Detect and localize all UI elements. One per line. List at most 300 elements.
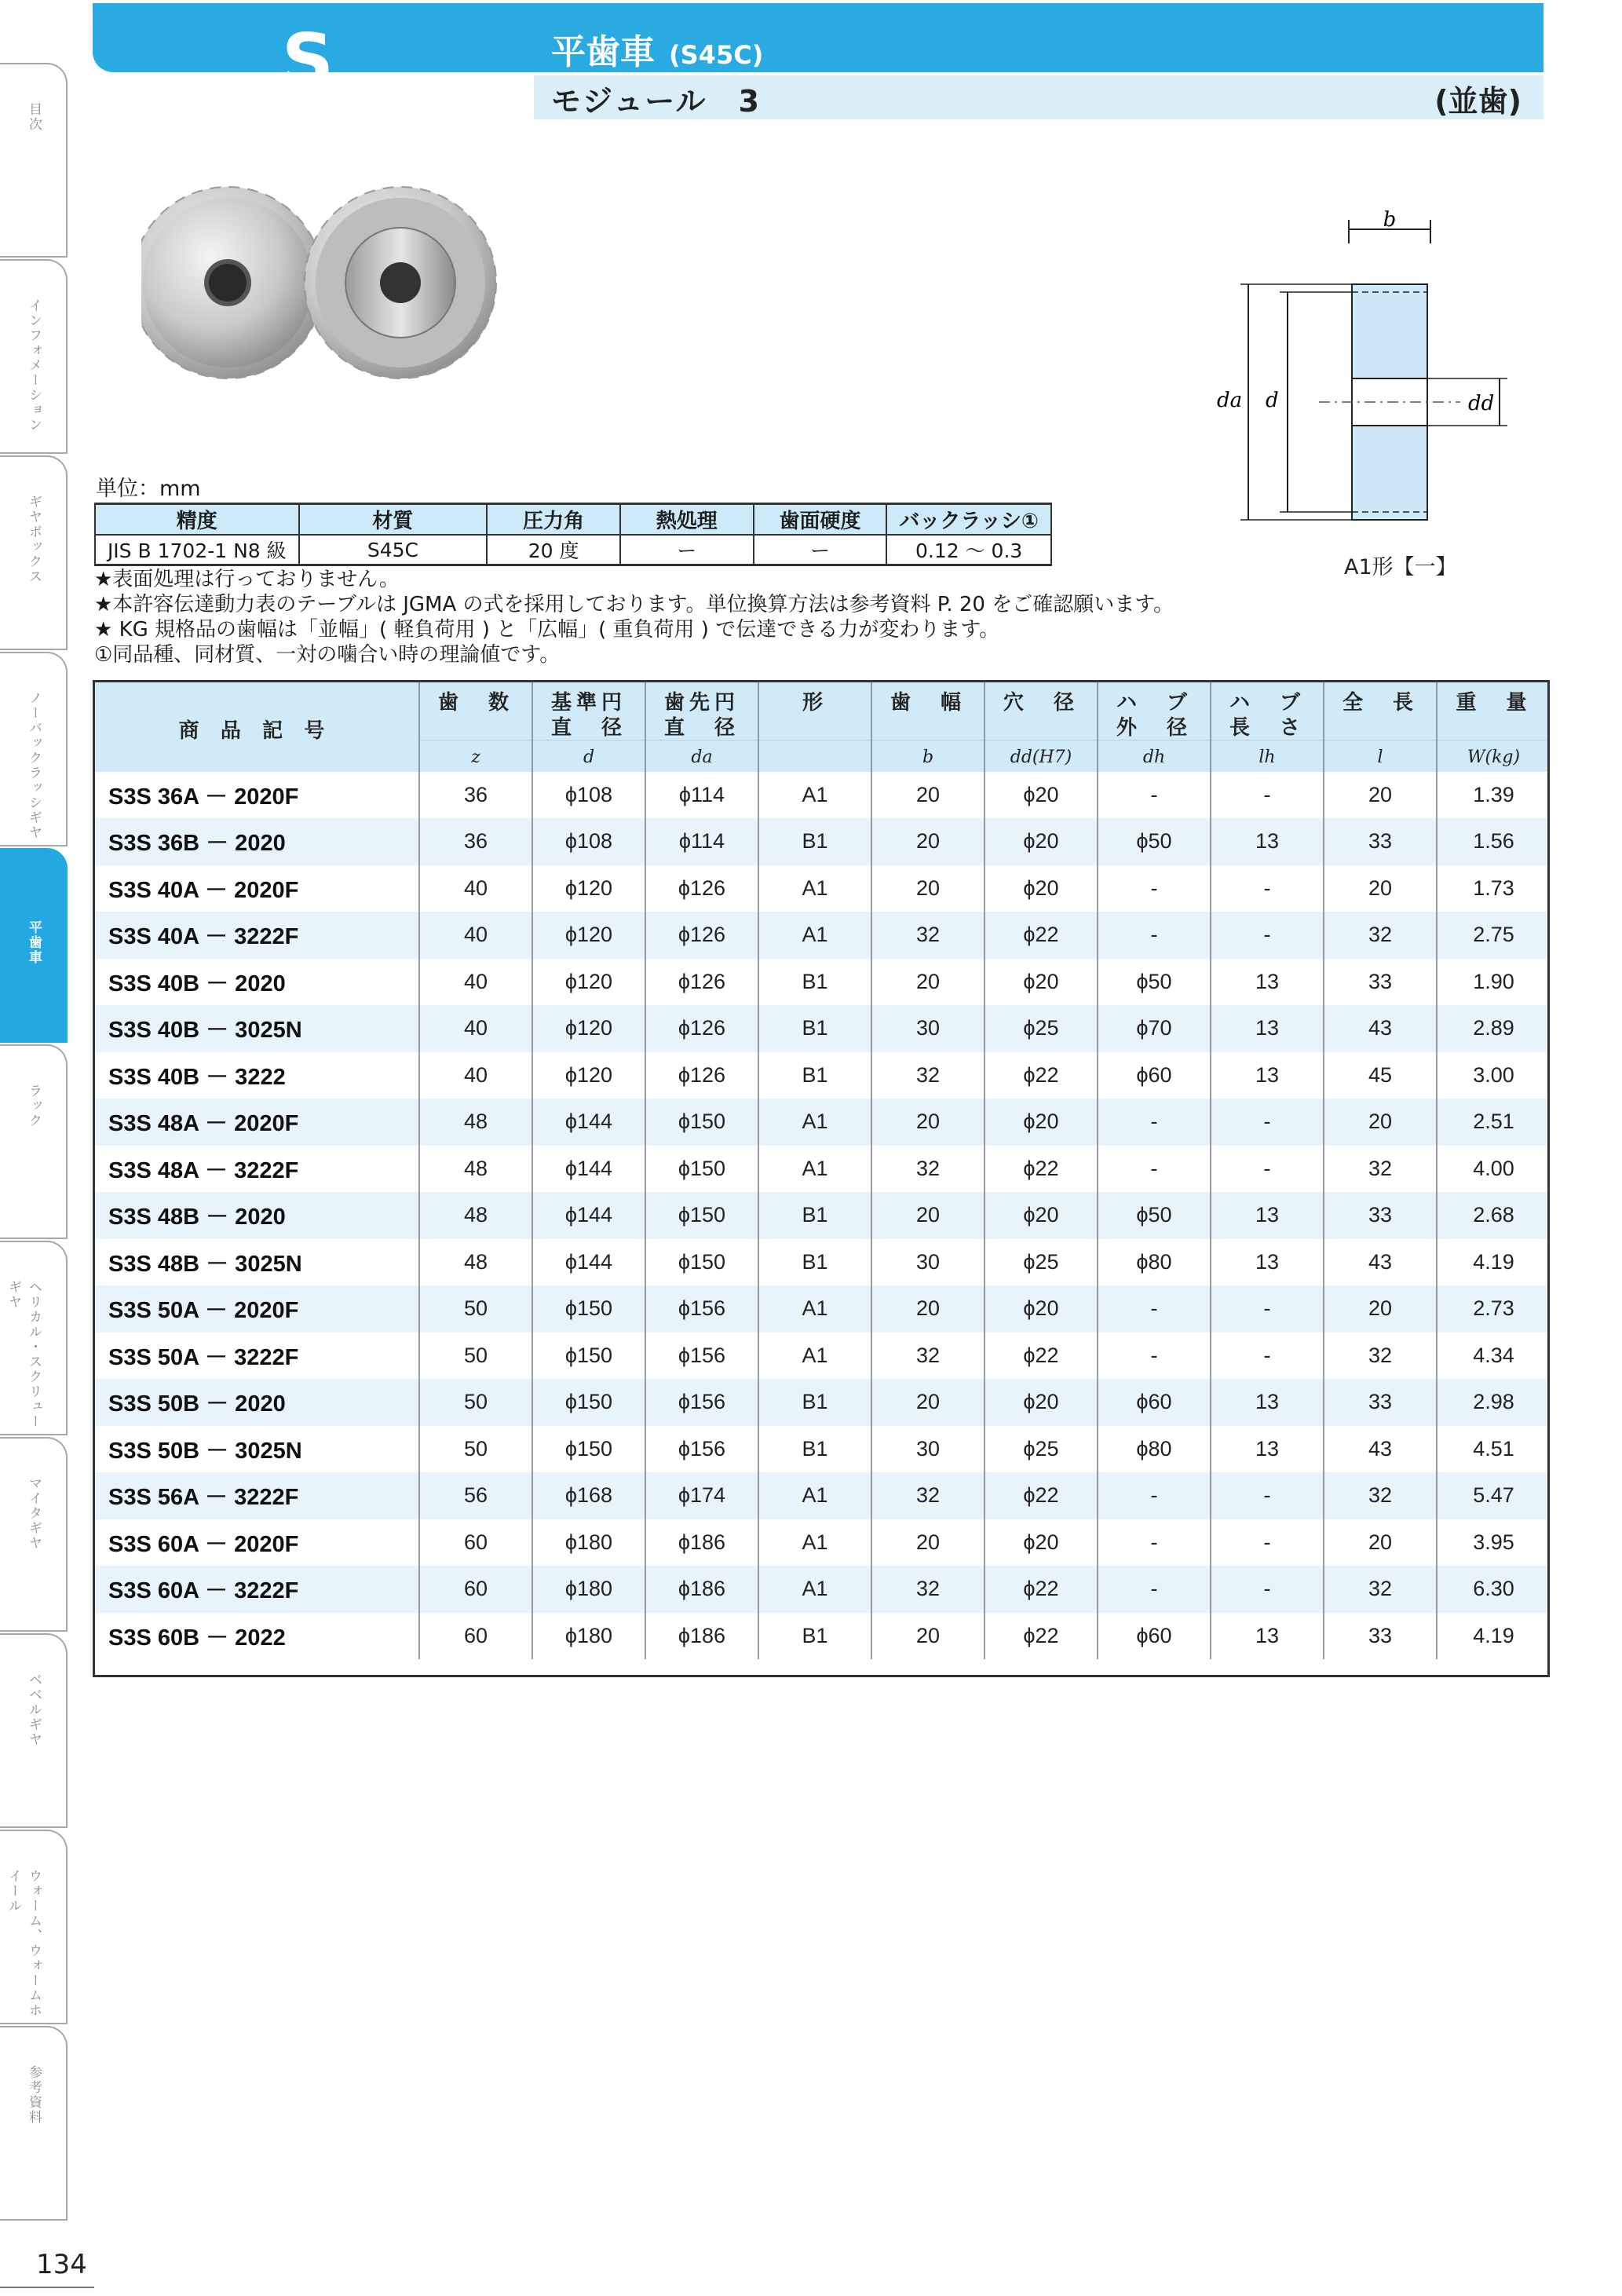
product-code: S3S 40B － 2020 (108, 971, 286, 996)
label-da: da (1217, 389, 1243, 412)
table-cell: ϕ60 (1098, 1052, 1211, 1099)
table-cell: 32 (871, 1566, 985, 1613)
column-symbol: lh (1211, 740, 1324, 772)
product-code: S3S 60A － 3222F (93, 1566, 419, 1613)
column-header (1437, 680, 1550, 740)
notes (94, 567, 1174, 667)
table-cell: A1 (758, 1146, 871, 1193)
table-cell: 40 (419, 912, 532, 959)
table-cell: B1 (758, 1379, 871, 1426)
table-cell: - (1211, 912, 1324, 959)
side-tab-label: 平歯車 (26, 920, 42, 965)
table-cell: ϕ150 (532, 1285, 645, 1333)
table-cell: ϕ156 (645, 1285, 758, 1333)
spec-table (94, 503, 1052, 566)
table-cell: 20 (871, 818, 985, 865)
table-cell: ϕ108 (532, 772, 645, 819)
table-cell: 1.39 (1437, 772, 1550, 819)
table-cell: ϕ180 (532, 1613, 645, 1660)
table-cell: 3.95 (1437, 1519, 1550, 1567)
table-row (93, 1613, 1550, 1660)
table-row (93, 1566, 1550, 1613)
table-cell: ϕ144 (532, 1239, 645, 1286)
table-cell: ϕ25 (985, 1426, 1098, 1473)
table-cell: A1 (758, 1566, 871, 1613)
table-cell: ϕ108 (532, 818, 645, 865)
table-cell: ϕ60 (1098, 1613, 1211, 1660)
table-cell: - (1211, 1566, 1324, 1613)
table-cell: ϕ22 (985, 1146, 1098, 1193)
column-header-line: ハ ブ (1116, 690, 1192, 714)
table-cell: B1 (758, 1005, 871, 1052)
table-cell: A1 (758, 912, 871, 959)
table-cell: 36 (419, 772, 532, 819)
table-cell: 32 (871, 912, 985, 959)
product-code: S3S 50B － 3025N (108, 1438, 302, 1464)
table-cell: B1 (758, 1192, 871, 1239)
product-code: S3S 50A － 2020F (93, 1285, 419, 1333)
product-code: S3S 40B － 3222 (108, 1064, 286, 1090)
table-cell: 56 (419, 1472, 532, 1519)
table-cell: ϕ156 (645, 1333, 758, 1380)
diagram-caption: A1形【一】 (1344, 555, 1457, 579)
column-header (758, 680, 871, 740)
table-cell: ϕ150 (645, 1192, 758, 1239)
table-cell: 32 (1324, 1472, 1437, 1519)
table-cell: ϕ20 (985, 818, 1098, 865)
spec-value: S45C (299, 535, 488, 565)
side-tab[interactable] (0, 1437, 68, 1632)
table-cell: 20 (1324, 1285, 1437, 1333)
table-cell: ϕ50 (1098, 818, 1211, 865)
table-cell: ϕ25 (985, 1239, 1098, 1286)
table-row (93, 1005, 1550, 1052)
side-tab-label: ウォーム、ウォームホイール (5, 1869, 42, 2018)
side-tab-label: ヘリカル・スクリューギヤ (5, 1280, 42, 1429)
table-cell: ϕ126 (645, 1052, 758, 1099)
table-cell: ϕ120 (532, 1005, 645, 1052)
table-cell: ϕ150 (532, 1379, 645, 1426)
table-cell: ϕ144 (532, 1192, 645, 1239)
table-cell: 20 (1324, 1099, 1437, 1146)
side-tab-label: ギヤボックス (26, 495, 42, 584)
table-cell: - (1211, 1285, 1324, 1333)
product-code: S3S 40A － 3222F (93, 912, 419, 959)
side-tab[interactable] (0, 1633, 68, 1828)
table-cell: - (1098, 1472, 1211, 1519)
column-header (93, 680, 419, 772)
table-row (93, 1333, 1550, 1380)
table-cell: 30 (871, 1239, 985, 1286)
table-cell: ϕ120 (532, 912, 645, 959)
table-cell: 20 (871, 1519, 985, 1567)
table-cell: - (1098, 1146, 1211, 1193)
table-cell: A1 (758, 772, 871, 819)
table-cell: - (1211, 865, 1324, 912)
table-cell: 40 (419, 1052, 532, 1099)
table-row (93, 1519, 1550, 1567)
table-cell: 32 (1324, 1333, 1437, 1380)
spec-header-row (95, 504, 1051, 536)
side-tab[interactable] (0, 652, 68, 846)
page-title (551, 24, 763, 74)
table-cell: ϕ144 (532, 1146, 645, 1193)
table-cell: 43 (1324, 1426, 1437, 1473)
table-cell: - (1098, 1519, 1211, 1567)
table-cell: B1 (758, 1426, 871, 1473)
table-cell: - (1211, 1099, 1324, 1146)
table-cell: - (1098, 1333, 1211, 1380)
table-cell: 33 (1324, 1192, 1437, 1239)
table-cell: - (1098, 772, 1211, 819)
table-cell: 33 (1324, 959, 1437, 1006)
column-header-line: 重 量 (1456, 690, 1532, 714)
table-row (93, 818, 1550, 865)
table-cell: - (1211, 772, 1324, 819)
gear-photo-b1 (305, 187, 496, 378)
column-symbol: d (532, 740, 645, 772)
table-cell: ϕ22 (985, 1052, 1098, 1099)
table-cell: 2.75 (1437, 912, 1550, 959)
column-header (645, 680, 758, 740)
column-header-line: 基準円 (550, 690, 627, 714)
table-cell: 60 (419, 1519, 532, 1567)
spec-value: ー (620, 535, 754, 565)
table-cell: ϕ20 (985, 1285, 1098, 1333)
table-cell: 2.89 (1437, 1005, 1550, 1052)
product-code: S3S 48B － 2020 (93, 1192, 419, 1239)
table-cell: ϕ20 (985, 1379, 1098, 1426)
table-cell: A1 (758, 1472, 871, 1519)
table-cell: 20 (1324, 865, 1437, 912)
table-cell: 5.47 (1437, 1472, 1550, 1519)
column-header-line: 歯 幅 (890, 690, 966, 714)
table-cell: ϕ144 (532, 1099, 645, 1146)
gear-photo-a1 (141, 187, 323, 378)
table-cell: 1.56 (1437, 818, 1550, 865)
table-cell: ϕ126 (645, 865, 758, 912)
table-cell: - (1211, 1472, 1324, 1519)
table-cell: 32 (1324, 1566, 1437, 1613)
column-header (532, 680, 645, 740)
table-cell: ϕ22 (985, 912, 1098, 959)
table-cell: 13 (1211, 1005, 1324, 1052)
column-symbol: W(kg) (1437, 740, 1550, 772)
product-table (93, 680, 1550, 1659)
column-header (1324, 680, 1437, 740)
side-tab-label: インフォメーション (26, 298, 42, 433)
spec-value-row (95, 535, 1051, 565)
table-row (93, 1192, 1550, 1239)
table-cell: 40 (419, 1005, 532, 1052)
table-cell: ϕ168 (532, 1472, 645, 1519)
table-cell: - (1098, 1099, 1211, 1146)
label-b: b (1383, 208, 1397, 232)
table-cell: ϕ22 (985, 1472, 1098, 1519)
note-line: ★本許容伝達動力表のテーブルは JGMA の式を採用しております。単位換算方法は参考資料 P. 20 をご確認願います。 (94, 593, 1174, 616)
table-cell: 13 (1211, 1426, 1324, 1473)
table-cell: ϕ22 (985, 1333, 1098, 1380)
subtitle: モジュール 3 (551, 84, 761, 119)
table-cell: 50 (419, 1333, 532, 1380)
spec-header: 歯面硬度 (754, 504, 887, 536)
side-tab-label: 参考資料 (26, 2065, 42, 2125)
product-code: S3S 48B － 3025N (108, 1251, 302, 1277)
table-cell: ϕ114 (645, 818, 758, 865)
side-tab[interactable] (0, 259, 68, 454)
column-header-line: 穴 径 (1003, 690, 1079, 714)
table-cell: 50 (419, 1426, 532, 1473)
side-tab[interactable] (0, 1830, 68, 2024)
spec-value: JIS B 1702-1 N8 級 (95, 535, 299, 565)
spec-header: 材質 (299, 504, 488, 536)
side-tab-label: ラック (26, 1084, 42, 1128)
table-cell: 48 (419, 1099, 532, 1146)
gear-dimension-diagram (1178, 204, 1523, 573)
column-header-line: ハ ブ (1229, 690, 1305, 714)
table-cell: 20 (871, 1099, 985, 1146)
table-cell: - (1211, 1146, 1324, 1193)
table-cell: ϕ150 (645, 1099, 758, 1146)
table-cell: ϕ126 (645, 959, 758, 1006)
table-cell: ϕ150 (645, 1146, 758, 1193)
table-cell: A1 (758, 1285, 871, 1333)
side-tab[interactable] (0, 2026, 68, 2221)
table-cell: 13 (1211, 1379, 1324, 1426)
product-code: S3S 40A － 2020F (108, 877, 299, 903)
table-cell: 20 (1324, 1519, 1437, 1567)
gear-photos (141, 165, 502, 400)
table-cell: ϕ180 (532, 1566, 645, 1613)
table-cell: 32 (871, 1146, 985, 1193)
table-cell: A1 (758, 1099, 871, 1146)
product-code: S3S 56A － 3222F (93, 1472, 419, 1519)
column-symbol (758, 740, 871, 772)
table-cell: 20 (871, 1285, 985, 1333)
table-cell: 43 (1324, 1239, 1437, 1286)
spec-header: バックラッシ① (886, 504, 1051, 536)
table-cell: B1 (758, 1239, 871, 1286)
table-cell: ϕ174 (645, 1472, 758, 1519)
column-symbol: da (645, 740, 758, 772)
table-row (93, 1379, 1550, 1426)
table-cell: 2.98 (1437, 1379, 1550, 1426)
table-cell: 20 (871, 959, 985, 1006)
table-cell: ϕ22 (985, 1613, 1098, 1660)
table-cell: ϕ20 (985, 959, 1098, 1006)
spec-header: 圧力角 (487, 504, 620, 536)
table-cell: ϕ114 (645, 772, 758, 819)
table-cell: ϕ186 (645, 1566, 758, 1613)
side-tab[interactable] (0, 1044, 68, 1239)
table-cell: 48 (419, 1146, 532, 1193)
table-cell: 33 (1324, 1379, 1437, 1426)
table-cell: 30 (871, 1426, 985, 1473)
table-cell: ϕ156 (645, 1379, 758, 1426)
column-header-line: 外 径 (1116, 715, 1192, 739)
table-cell: 32 (1324, 1146, 1437, 1193)
table-cell: 60 (419, 1566, 532, 1613)
table-cell: 50 (419, 1285, 532, 1333)
table-cell: ϕ60 (1098, 1379, 1211, 1426)
table-cell: 2.68 (1437, 1192, 1550, 1239)
table-cell: ϕ120 (532, 959, 645, 1006)
column-symbol: dd(H7) (985, 740, 1098, 772)
table-row (93, 1099, 1550, 1146)
table-cell: - (1098, 912, 1211, 959)
table-cell: 1.90 (1437, 959, 1550, 1006)
table-cell: 13 (1211, 1239, 1324, 1286)
table-cell: 6.30 (1437, 1566, 1550, 1613)
table-cell: ϕ180 (532, 1519, 645, 1567)
table-cell: ϕ186 (645, 1519, 758, 1567)
table-cell: 48 (419, 1192, 532, 1239)
product-code: S3S 50B － 2020 (93, 1379, 419, 1426)
table-cell: 60 (419, 1613, 532, 1660)
table-cell: B1 (758, 818, 871, 865)
column-header-line: 商 品 記 号 (178, 718, 333, 743)
table-cell: 33 (1324, 1613, 1437, 1660)
title-material: (S45C) (669, 40, 764, 70)
column-header (1211, 680, 1324, 740)
note-line: ★表面処理は行っておりません。 (94, 568, 400, 591)
column-header-line: 歯先円 (663, 690, 740, 714)
table-cell: 2.73 (1437, 1285, 1550, 1333)
table-cell: 36 (419, 818, 532, 865)
table-cell: A1 (758, 1519, 871, 1567)
table-cell: A1 (758, 1333, 871, 1380)
table-cell: - (1098, 865, 1211, 912)
table-cell: ϕ120 (532, 865, 645, 912)
table-cell: 32 (871, 1333, 985, 1380)
table-cell: 50 (419, 1379, 532, 1426)
side-tab[interactable] (0, 63, 68, 258)
spec-value: 20 度 (487, 535, 620, 565)
label-d: d (1266, 389, 1279, 412)
column-header (871, 680, 985, 740)
spec-header: 精度 (95, 504, 299, 536)
column-header-line: 直 径 (663, 715, 740, 739)
column-header-line: 歯 数 (437, 690, 513, 714)
column-symbol: dh (1098, 740, 1211, 772)
table-cell: 48 (419, 1239, 532, 1286)
side-tab-label: 目次 (26, 102, 42, 132)
table-cell: 4.19 (1437, 1239, 1550, 1286)
table-cell: - (1098, 1566, 1211, 1613)
table-cell: B1 (758, 1613, 871, 1660)
table-row (93, 865, 1550, 912)
table-cell: 33 (1324, 818, 1437, 865)
table-cell: ϕ80 (1098, 1239, 1211, 1286)
column-header-line: 直 径 (550, 715, 627, 739)
column-header (985, 680, 1098, 740)
table-cell: 40 (419, 865, 532, 912)
note-line: ★ KG 規格品の歯幅は「並幅」( 軽負荷用 ) と「広幅」( 重負荷用 ) で伝達できる力が変わります。 (94, 618, 1000, 642)
table-cell: ϕ150 (532, 1426, 645, 1473)
table-row (93, 1239, 1550, 1286)
table-cell: ϕ120 (532, 1052, 645, 1099)
table-cell: 32 (871, 1472, 985, 1519)
table-cell: - (1211, 1519, 1324, 1567)
table-cell: 20 (871, 865, 985, 912)
table-cell: ϕ20 (985, 772, 1098, 819)
table-cell: B1 (758, 959, 871, 1006)
side-index (0, 63, 69, 2125)
column-header-line: 長 さ (1229, 715, 1305, 739)
product-code: S3S 50A － 3222F (108, 1344, 299, 1370)
table-cell: ϕ50 (1098, 959, 1211, 1006)
table-cell: ϕ126 (645, 912, 758, 959)
side-tab[interactable] (0, 848, 68, 1043)
note-line: ①同品種、同材質、一対の噛合い時の理論値です。 (94, 643, 561, 667)
table-cell: ϕ20 (985, 1519, 1098, 1567)
table-cell: 4.19 (1437, 1613, 1550, 1660)
table-row (93, 1146, 1550, 1193)
table-cell: 3.00 (1437, 1052, 1550, 1099)
page-number-rule (0, 2287, 94, 2288)
table-cell: 13 (1211, 818, 1324, 865)
side-tab[interactable] (0, 1241, 68, 1435)
table-cell: - (1211, 1333, 1324, 1380)
table-cell: 45 (1324, 1052, 1437, 1099)
table-cell: 32 (871, 1052, 985, 1099)
table-cell: ϕ20 (985, 865, 1098, 912)
table-cell: B1 (758, 1052, 871, 1099)
column-header (419, 680, 532, 740)
table-cell: ϕ20 (985, 1192, 1098, 1239)
product-code: S3S 60A － 2020F (108, 1531, 299, 1557)
side-tab-label: ベベルギヤ (26, 1673, 42, 1747)
column-symbol: l (1324, 740, 1437, 772)
table-cell: ϕ80 (1098, 1426, 1211, 1473)
table-cell: 20 (871, 1613, 985, 1660)
table-row (93, 1426, 1550, 1473)
table-cell: 20 (871, 1379, 985, 1426)
table-row (93, 1052, 1550, 1099)
table-cell: ϕ50 (1098, 1192, 1211, 1239)
table-row (93, 772, 1550, 819)
spec-value: ー (754, 535, 887, 565)
table-cell: 20 (871, 772, 985, 819)
table-cell: ϕ70 (1098, 1005, 1211, 1052)
column-header (1098, 680, 1211, 740)
spec-header: 熱処理 (620, 504, 754, 536)
table-cell: 20 (1324, 772, 1437, 819)
page-number: 134 (36, 2249, 87, 2280)
table-cell: 13 (1211, 1613, 1324, 1660)
table-cell: ϕ150 (645, 1239, 758, 1286)
table-cell: 4.00 (1437, 1146, 1550, 1193)
label-dd: dd (1468, 392, 1495, 415)
product-header-row (93, 680, 1550, 740)
subtitle-right: (並歯) (1434, 84, 1522, 119)
table-row (93, 959, 1550, 1006)
table-cell: ϕ156 (645, 1426, 758, 1473)
table-row (93, 912, 1550, 959)
column-symbol: b (871, 740, 985, 772)
product-code: S3S 36B － 2020 (93, 818, 419, 865)
table-cell: 1.73 (1437, 865, 1550, 912)
table-cell: - (1098, 1285, 1211, 1333)
table-cell: ϕ126 (645, 1005, 758, 1052)
series-letter: S (281, 18, 334, 102)
side-tab-label: マイタギヤ (26, 1476, 42, 1551)
table-cell: A1 (758, 865, 871, 912)
table-cell: 4.51 (1437, 1426, 1550, 1473)
table-cell: 32 (1324, 912, 1437, 959)
side-tab[interactable] (0, 455, 68, 650)
table-cell: 2.51 (1437, 1099, 1550, 1146)
